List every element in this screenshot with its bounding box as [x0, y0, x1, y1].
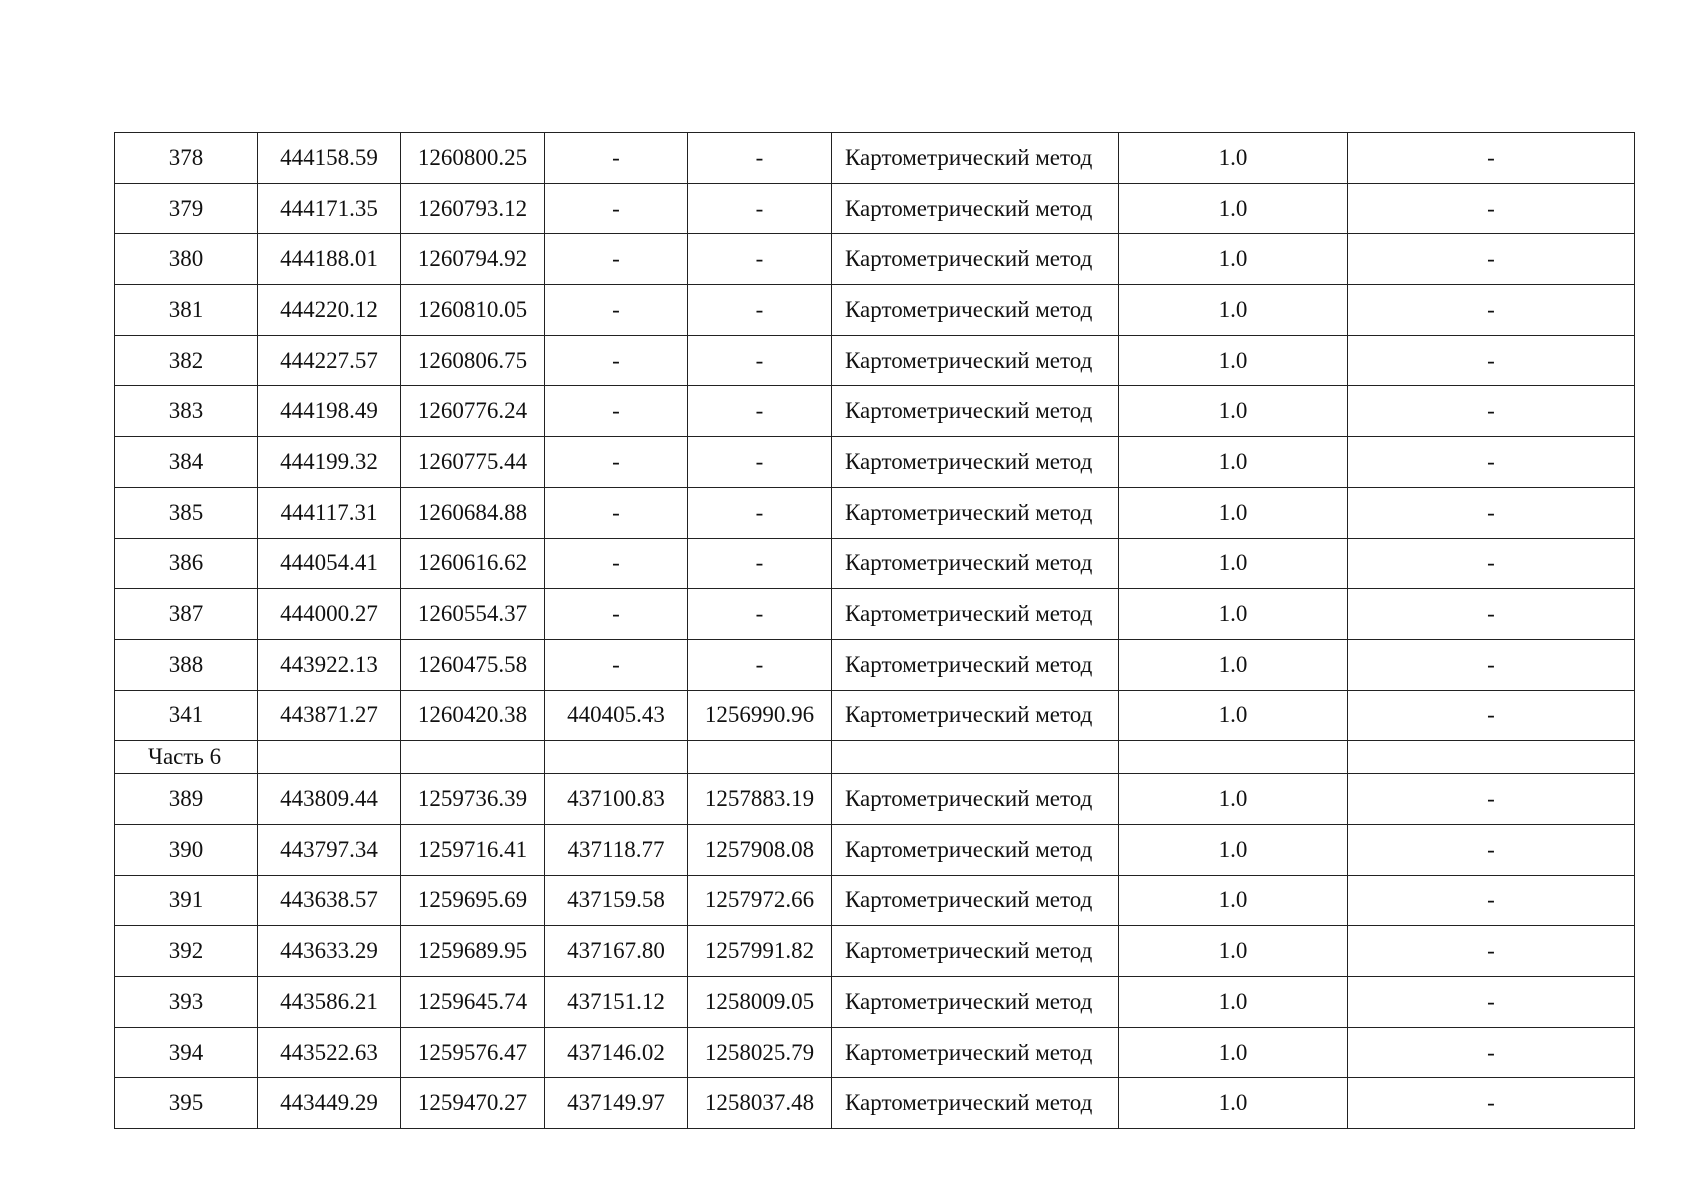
- table-row: [115, 875, 1635, 926]
- note-cell: -: [1348, 639, 1635, 690]
- x-coordinate-cell: 443871.27: [258, 690, 401, 741]
- note-cell: -: [1348, 538, 1635, 589]
- y-old-coordinate-cell: -: [688, 386, 832, 437]
- empty-cell: [688, 741, 832, 774]
- x-old-coordinate-cell: -: [545, 335, 688, 386]
- note-cell: -: [1348, 285, 1635, 336]
- note-cell: -: [1348, 926, 1635, 977]
- y-coordinate-cell: 1259736.39: [401, 774, 545, 825]
- note-cell: -: [1348, 386, 1635, 437]
- y-old-coordinate-cell: 1257991.82: [688, 926, 832, 977]
- method-cell: Картометрический метод: [832, 386, 1119, 437]
- method-cell: Картометрический метод: [832, 774, 1119, 825]
- point-number-cell: 390: [115, 824, 258, 875]
- table-row: [115, 589, 1635, 640]
- precision-cell: 1.0: [1119, 335, 1348, 386]
- point-number-cell: 386: [115, 538, 258, 589]
- x-coordinate-cell: 444199.32: [258, 437, 401, 488]
- table-row: [115, 133, 1635, 184]
- table-row: [115, 977, 1635, 1028]
- empty-cell: [832, 741, 1119, 774]
- empty-cell: [545, 741, 688, 774]
- precision-cell: 1.0: [1119, 183, 1348, 234]
- x-coordinate-cell: 443638.57: [258, 875, 401, 926]
- precision-cell: 1.0: [1119, 875, 1348, 926]
- note-cell: -: [1348, 487, 1635, 538]
- x-old-coordinate-cell: 440405.43: [545, 690, 688, 741]
- y-coordinate-cell: 1259689.95: [401, 926, 545, 977]
- y-old-coordinate-cell: 1257883.19: [688, 774, 832, 825]
- note-cell: -: [1348, 977, 1635, 1028]
- precision-cell: 1.0: [1119, 437, 1348, 488]
- precision-cell: 1.0: [1119, 487, 1348, 538]
- precision-cell: 1.0: [1119, 824, 1348, 875]
- table-row: [115, 487, 1635, 538]
- x-coordinate-cell: 443586.21: [258, 977, 401, 1028]
- x-coordinate-cell: 444171.35: [258, 183, 401, 234]
- y-old-coordinate-cell: 1257908.08: [688, 824, 832, 875]
- x-old-coordinate-cell: -: [545, 589, 688, 640]
- y-old-coordinate-cell: 1258009.05: [688, 977, 832, 1028]
- y-old-coordinate-cell: -: [688, 133, 832, 184]
- point-number-cell: 394: [115, 1027, 258, 1078]
- x-coordinate-cell: 444000.27: [258, 589, 401, 640]
- precision-cell: 1.0: [1119, 589, 1348, 640]
- x-coordinate-cell: 444117.31: [258, 487, 401, 538]
- y-coordinate-cell: 1260475.58: [401, 639, 545, 690]
- method-cell: Картометрический метод: [832, 133, 1119, 184]
- note-cell: -: [1348, 824, 1635, 875]
- note-cell: -: [1348, 589, 1635, 640]
- table-row: [115, 437, 1635, 488]
- y-old-coordinate-cell: -: [688, 538, 832, 589]
- x-coordinate-cell: 444220.12: [258, 285, 401, 336]
- point-number-cell: 384: [115, 437, 258, 488]
- x-coordinate-cell: 443809.44: [258, 774, 401, 825]
- x-old-coordinate-cell: 437118.77: [545, 824, 688, 875]
- x-coordinate-cell: 444227.57: [258, 335, 401, 386]
- table-row: [115, 639, 1635, 690]
- x-coordinate-cell: 443633.29: [258, 926, 401, 977]
- y-old-coordinate-cell: -: [688, 639, 832, 690]
- x-coordinate-cell: 443522.63: [258, 1027, 401, 1078]
- method-cell: Картометрический метод: [832, 1027, 1119, 1078]
- y-old-coordinate-cell: -: [688, 183, 832, 234]
- point-number-cell: 380: [115, 234, 258, 285]
- y-old-coordinate-cell: -: [688, 589, 832, 640]
- method-cell: Картометрический метод: [832, 977, 1119, 1028]
- section-header-row: [115, 741, 1635, 774]
- table-row: [115, 386, 1635, 437]
- x-old-coordinate-cell: -: [545, 538, 688, 589]
- y-coordinate-cell: 1259695.69: [401, 875, 545, 926]
- precision-cell: 1.0: [1119, 1078, 1348, 1129]
- x-coordinate-cell: 444188.01: [258, 234, 401, 285]
- y-old-coordinate-cell: 1258025.79: [688, 1027, 832, 1078]
- note-cell: -: [1348, 875, 1635, 926]
- method-cell: Картометрический метод: [832, 639, 1119, 690]
- table-row: [115, 538, 1635, 589]
- y-old-coordinate-cell: -: [688, 437, 832, 488]
- y-coordinate-cell: 1260810.05: [401, 285, 545, 336]
- x-old-coordinate-cell: -: [545, 133, 688, 184]
- table-row: [115, 774, 1635, 825]
- method-cell: Картометрический метод: [832, 234, 1119, 285]
- point-number-cell: 395: [115, 1078, 258, 1129]
- y-old-coordinate-cell: -: [688, 335, 832, 386]
- note-cell: -: [1348, 1027, 1635, 1078]
- y-coordinate-cell: 1260420.38: [401, 690, 545, 741]
- point-number-cell: 383: [115, 386, 258, 437]
- method-cell: Картометрический метод: [832, 690, 1119, 741]
- y-coordinate-cell: 1260684.88: [401, 487, 545, 538]
- point-number-cell: 392: [115, 926, 258, 977]
- y-coordinate-cell: 1260554.37: [401, 589, 545, 640]
- y-coordinate-cell: 1260793.12: [401, 183, 545, 234]
- x-old-coordinate-cell: -: [545, 183, 688, 234]
- table-row: [115, 335, 1635, 386]
- precision-cell: 1.0: [1119, 774, 1348, 825]
- y-old-coordinate-cell: -: [688, 285, 832, 336]
- note-cell: -: [1348, 437, 1635, 488]
- x-old-coordinate-cell: -: [545, 639, 688, 690]
- method-cell: Картометрический метод: [832, 335, 1119, 386]
- y-coordinate-cell: 1259716.41: [401, 824, 545, 875]
- precision-cell: 1.0: [1119, 639, 1348, 690]
- table-row: [115, 285, 1635, 336]
- empty-cell: [401, 741, 545, 774]
- x-old-coordinate-cell: 437151.12: [545, 977, 688, 1028]
- point-number-cell: 378: [115, 133, 258, 184]
- x-old-coordinate-cell: 437149.97: [545, 1078, 688, 1129]
- y-coordinate-cell: 1260616.62: [401, 538, 545, 589]
- x-coordinate-cell: 444054.41: [258, 538, 401, 589]
- point-number-cell: 385: [115, 487, 258, 538]
- method-cell: Картометрический метод: [832, 437, 1119, 488]
- y-old-coordinate-cell: 1256990.96: [688, 690, 832, 741]
- table-row: [115, 1027, 1635, 1078]
- empty-cell: [258, 741, 401, 774]
- table-row: [115, 234, 1635, 285]
- y-old-coordinate-cell: -: [688, 234, 832, 285]
- x-old-coordinate-cell: 437146.02: [545, 1027, 688, 1078]
- table-row: [115, 824, 1635, 875]
- table-body: [115, 133, 1635, 1129]
- note-cell: -: [1348, 774, 1635, 825]
- precision-cell: 1.0: [1119, 538, 1348, 589]
- y-coordinate-cell: 1260776.24: [401, 386, 545, 437]
- method-cell: Картометрический метод: [832, 824, 1119, 875]
- y-old-coordinate-cell: 1257972.66: [688, 875, 832, 926]
- method-cell: Картометрический метод: [832, 285, 1119, 336]
- x-old-coordinate-cell: 437100.83: [545, 774, 688, 825]
- y-coordinate-cell: 1260794.92: [401, 234, 545, 285]
- precision-cell: 1.0: [1119, 133, 1348, 184]
- note-cell: -: [1348, 234, 1635, 285]
- y-coordinate-cell: 1259576.47: [401, 1027, 545, 1078]
- note-cell: -: [1348, 183, 1635, 234]
- x-old-coordinate-cell: -: [545, 487, 688, 538]
- method-cell: Картометрический метод: [832, 875, 1119, 926]
- y-coordinate-cell: 1259470.27: [401, 1078, 545, 1129]
- x-old-coordinate-cell: -: [545, 437, 688, 488]
- x-coordinate-cell: 443922.13: [258, 639, 401, 690]
- precision-cell: 1.0: [1119, 234, 1348, 285]
- method-cell: Картометрический метод: [832, 538, 1119, 589]
- precision-cell: 1.0: [1119, 386, 1348, 437]
- point-number-cell: 389: [115, 774, 258, 825]
- note-cell: -: [1348, 133, 1635, 184]
- method-cell: Картометрический метод: [832, 589, 1119, 640]
- x-old-coordinate-cell: -: [545, 386, 688, 437]
- note-cell: -: [1348, 335, 1635, 386]
- x-coordinate-cell: 444198.49: [258, 386, 401, 437]
- y-coordinate-cell: 1260775.44: [401, 437, 545, 488]
- y-coordinate-cell: 1260806.75: [401, 335, 545, 386]
- y-coordinate-cell: 1259645.74: [401, 977, 545, 1028]
- section-label: Часть 6: [115, 741, 258, 774]
- method-cell: Картометрический метод: [832, 487, 1119, 538]
- table-row: [115, 183, 1635, 234]
- point-number-cell: 388: [115, 639, 258, 690]
- precision-cell: 1.0: [1119, 1027, 1348, 1078]
- x-old-coordinate-cell: 437167.80: [545, 926, 688, 977]
- point-number-cell: 381: [115, 285, 258, 336]
- point-number-cell: 382: [115, 335, 258, 386]
- method-cell: Картометрический метод: [832, 926, 1119, 977]
- x-coordinate-cell: 444158.59: [258, 133, 401, 184]
- y-old-coordinate-cell: -: [688, 487, 832, 538]
- point-number-cell: 387: [115, 589, 258, 640]
- point-number-cell: 391: [115, 875, 258, 926]
- note-cell: -: [1348, 690, 1635, 741]
- y-old-coordinate-cell: 1258037.48: [688, 1078, 832, 1129]
- x-coordinate-cell: 443797.34: [258, 824, 401, 875]
- precision-cell: 1.0: [1119, 977, 1348, 1028]
- coordinates-table: [114, 132, 1635, 1129]
- method-cell: Картометрический метод: [832, 1078, 1119, 1129]
- point-number-cell: 393: [115, 977, 258, 1028]
- x-coordinate-cell: 443449.29: [258, 1078, 401, 1129]
- precision-cell: 1.0: [1119, 690, 1348, 741]
- empty-cell: [1119, 741, 1348, 774]
- x-old-coordinate-cell: 437159.58: [545, 875, 688, 926]
- table-row: [115, 926, 1635, 977]
- table-row: [115, 690, 1635, 741]
- method-cell: Картометрический метод: [832, 183, 1119, 234]
- point-number-cell: 379: [115, 183, 258, 234]
- note-cell: -: [1348, 1078, 1635, 1129]
- x-old-coordinate-cell: -: [545, 285, 688, 336]
- table-row: [115, 1078, 1635, 1129]
- y-coordinate-cell: 1260800.25: [401, 133, 545, 184]
- x-old-coordinate-cell: -: [545, 234, 688, 285]
- precision-cell: 1.0: [1119, 285, 1348, 336]
- empty-cell: [1348, 741, 1635, 774]
- precision-cell: 1.0: [1119, 926, 1348, 977]
- point-number-cell: 341: [115, 690, 258, 741]
